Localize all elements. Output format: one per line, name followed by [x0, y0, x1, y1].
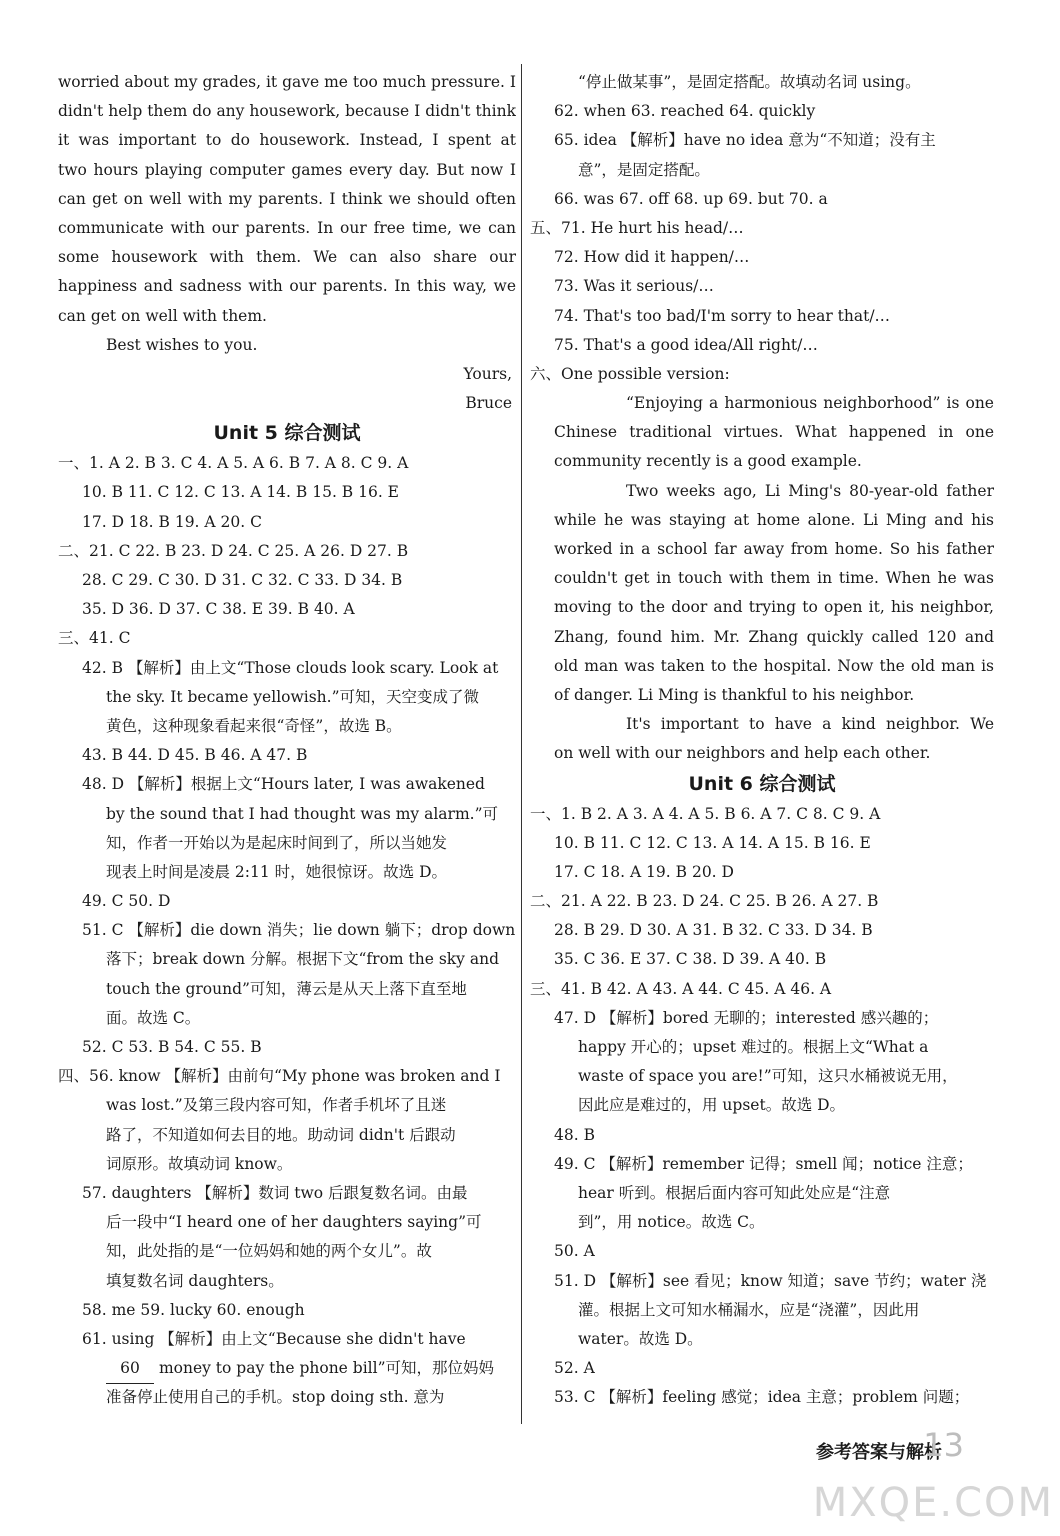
explanation-line: hear 听到。根据后面内容可知此处应是“注意	[578, 1183, 891, 1202]
page-number: 13	[923, 1426, 964, 1464]
model-essay	[530, 389, 994, 768]
answer-line: 10. B 11. C 12. C 13. A 14. B 15. B 16. E	[82, 483, 400, 502]
explanation-line: 灌。根据上文可知水桶漏水，应是“浇灌”，因此用	[578, 1300, 920, 1319]
explanation-line: 四、56. know 【解析】由前句“My phone was broken and I	[58, 1067, 501, 1086]
explanation-line: 现表上时间是凌晨 2:11 时，她很惊讶。故选 D。	[106, 862, 448, 881]
answer-line: 28. B 29. D 30. A 31. B 32. C 33. D 34. B	[554, 921, 873, 940]
answer-line: 50. A	[554, 1242, 595, 1261]
letter-line: didn't help them do any housework, because I didn't think	[58, 102, 516, 121]
explanation-line: water。故选 D。	[578, 1329, 703, 1348]
essay-line: community recently is a good example.	[554, 452, 862, 471]
essay-line: Zhang, found him. Mr. Zhang quickly called 120 and	[554, 627, 994, 646]
explanation-line: 知，此处指的是“一位妈妈和她的两个女儿”。故	[106, 1242, 432, 1261]
explanation-line: 意”，是固定搭配。	[578, 160, 710, 179]
answer-line: 52. A	[554, 1359, 595, 1378]
explanation-line: 48. D 【解析】根据上文“Hours later, I was awakened	[82, 775, 485, 794]
explanation-line: 路了，不知道如何去目的地。助动词 didn't 后跟动	[106, 1125, 456, 1144]
explanation-line: 49. C 【解析】remember 记得；smell 闻；notice 注意；	[554, 1154, 973, 1173]
letter-line: worried about my grades, it gave me too much pressure. I	[58, 73, 516, 91]
explanation-line: 黄色，这种现象看起来很“奇怪”，故选 B。	[106, 716, 402, 735]
essay-line: while he was staying at home alone. Li Ming and his	[554, 510, 994, 529]
answer-line: 28. C 29. C 30. D 31. C 32. C 33. D 34. B	[82, 571, 403, 589]
explanation-line: 51. C 【解析】die down 消失；lie down 躺下；drop down	[82, 921, 516, 940]
explanation-line: 47. D 【解析】bored 无聊的；interested 感兴趣的；	[554, 1008, 939, 1027]
essay-line: “Enjoying a harmonious neighborhood” is one	[626, 394, 994, 413]
explanation-line: touch the ground”可知，薄云是从天上落下直至地	[106, 979, 467, 998]
explanation-line: 后一段中“I heard one of her daughters saying”可	[106, 1213, 482, 1232]
blank-number: 60	[106, 1354, 154, 1384]
answer-line: 73. Was it serious/…	[554, 277, 714, 296]
answer-line: 58. me 59. lucky 60. enough	[82, 1300, 305, 1319]
answer-line: 17. D 18. B 19. A 20. C	[82, 512, 262, 531]
letter-line: communicate with our parents. In our free time, we can	[58, 218, 516, 237]
explanation-line: 53. C 【解析】feeling 感觉；idea 主意；problem 问题；	[554, 1388, 970, 1407]
watermark: MXQE.COM	[812, 1480, 1054, 1526]
letter-line: some housework with them. We can also share our	[58, 248, 516, 267]
letter-yours: Yours,	[463, 364, 512, 383]
explanation-line: waste of space you are!”可知，这只水桶被说无用，	[578, 1067, 958, 1086]
answer-line: 三、41. B 42. A 43. A 44. C 45. A 46. A	[530, 979, 832, 998]
essay-line: Chinese traditional virtues. What happened in one	[554, 423, 994, 442]
explanation-line: was lost.”及第三段内容可知，作者手机坏了且迷	[106, 1096, 447, 1115]
answer-line: 48. B	[554, 1125, 595, 1144]
answer-line: 35. D 36. D 37. C 38. E 39. B 40. A	[82, 600, 355, 619]
explanation-line: 到”，用 notice。故选 C。	[578, 1213, 765, 1232]
explanation-line: 61. using 【解析】由上文“Because she didn't have	[82, 1329, 466, 1348]
answer-line: 66. was 67. off 68. up 69. but 70. a	[554, 189, 828, 208]
explanation-line: 因此应是难过的，用 upset。故选 D。	[578, 1096, 846, 1115]
explanation-line: 51. D 【解析】see 看见；know 知道；save 节约；water 浇	[554, 1271, 987, 1290]
answer-line: 74. That's too bad/I'm sorry to hear that/…	[554, 306, 891, 325]
essay-line: Two weeks ago, Li Ming's 80-year-old father	[626, 481, 994, 500]
explanation-line: 57. daughters 【解析】数词 two 后跟复数名词。由最	[82, 1183, 468, 1202]
explanation-line: by the sound that I had thought was my alarm.”可	[106, 804, 499, 823]
letter-body	[58, 68, 516, 418]
footer-label: 参考答案与解析	[816, 1442, 942, 1463]
explanation-line: 42. B 【解析】由上文“Those clouds look scary. Look at	[82, 658, 499, 677]
letter-line: two hours playing computer games every day. But now I	[58, 160, 516, 179]
letter-line: happiness and sadness with our parents. In this way, we	[58, 277, 516, 296]
essay-line: It's important to have a kind neighbor. We	[626, 715, 994, 734]
explanation-line: 准备停止使用自己的手机。stop doing sth. 意为	[106, 1388, 445, 1407]
essay-line: couldn't get in touch with them in time. When he was	[554, 569, 994, 588]
answer-line: 三、41. C	[58, 629, 131, 648]
answer-line: 52. C 53. B 54. C 55. B	[82, 1038, 262, 1056]
answer-line: 49. C 50. D	[82, 892, 171, 911]
explanation-line: “停止做某事”，是固定搭配。故填动名词 using。	[578, 73, 921, 91]
answer-line: 一、1. B 2. A 3. A 4. A 5. B 6. A 7. C 8. C 9. A	[530, 804, 881, 823]
unit5-answers	[58, 449, 516, 1412]
explanation-line: 知，作者一开始以为是起床时间到了，所以当她发	[106, 833, 448, 852]
unit6-answers	[530, 800, 994, 1413]
letter-closing: Best wishes to you.	[106, 335, 258, 354]
answer-line: 43. B 44. D 45. B 46. A 47. B	[82, 746, 308, 765]
column-divider	[521, 64, 522, 1424]
section-six-label: 六、One possible version:	[530, 364, 730, 383]
answer-line: 一、1. A 2. B 3. C 4. A 5. A 6. B 7. A 8. C 9. A	[58, 454, 409, 473]
unit6-title: Unit 6 综合测试	[688, 772, 836, 795]
left-column	[58, 68, 516, 1412]
letter-line: it was important to do housework. Instead, I spent at	[58, 131, 516, 150]
letter-line: can get on well with my parents. I think we should often	[58, 189, 516, 208]
answer-line: 五、71. He hurt his head/…	[530, 218, 744, 237]
essay-line: old man was taken to the hospital. Now the old man is	[554, 656, 994, 675]
explanation-line: the sky. It became yellowish.”可知，天空变成了微	[106, 687, 479, 706]
essay-line: on well with our neighbors and help each other.	[554, 744, 931, 763]
explanation-line	[58, 1354, 516, 1383]
answer-line: 62. when 63. reached 64. quickly	[554, 102, 816, 121]
explanation-line: 填复数名词 daughters。	[106, 1271, 284, 1290]
answer-line: 35. C 36. E 37. C 38. D 39. A 40. B	[554, 950, 827, 969]
unit5-title: Unit 5 综合测试	[213, 422, 361, 445]
explanation-line: 65. idea 【解析】have no idea 意为“不知道；没有主	[554, 131, 936, 150]
essay-line: of danger. Li Ming is thankful to his neighbor.	[554, 685, 915, 704]
right-column	[530, 68, 994, 1412]
answer-line: 10. B 11. C 12. C 13. A 14. A 15. B 16. E	[554, 833, 871, 852]
explanation-line: 落下；break down 分解。根据下文“from the sky and	[106, 950, 500, 969]
letter-line: can get on well with them.	[58, 306, 267, 325]
essay-line: moving to the door and trying to open it, his neighbor,	[554, 598, 994, 617]
explanation-text: money to pay the phone bill”可知，那位妈妈	[158, 1359, 494, 1378]
essay-line: worked in a school far away from home. So his father	[554, 540, 994, 558]
letter-signature: Bruce	[465, 394, 512, 413]
explanation-line: 词原形。故填动词 know。	[106, 1154, 293, 1173]
explanation-line: happy 开心的；upset 难过的。根据上文“What a	[578, 1038, 929, 1056]
answer-line: 二、21. C 22. B 23. D 24. C 25. A 26. D 27. B	[58, 541, 409, 560]
answer-line: 75. That's a good idea/All right/…	[554, 335, 818, 354]
answer-line: 72. How did it happen/…	[554, 248, 750, 267]
answer-line: 17. C 18. A 19. B 20. D	[554, 862, 734, 881]
answer-line: 二、21. A 22. B 23. D 24. C 25. B 26. A 27. B	[530, 892, 879, 911]
explanation-line: 面。故选 C。	[106, 1008, 201, 1027]
